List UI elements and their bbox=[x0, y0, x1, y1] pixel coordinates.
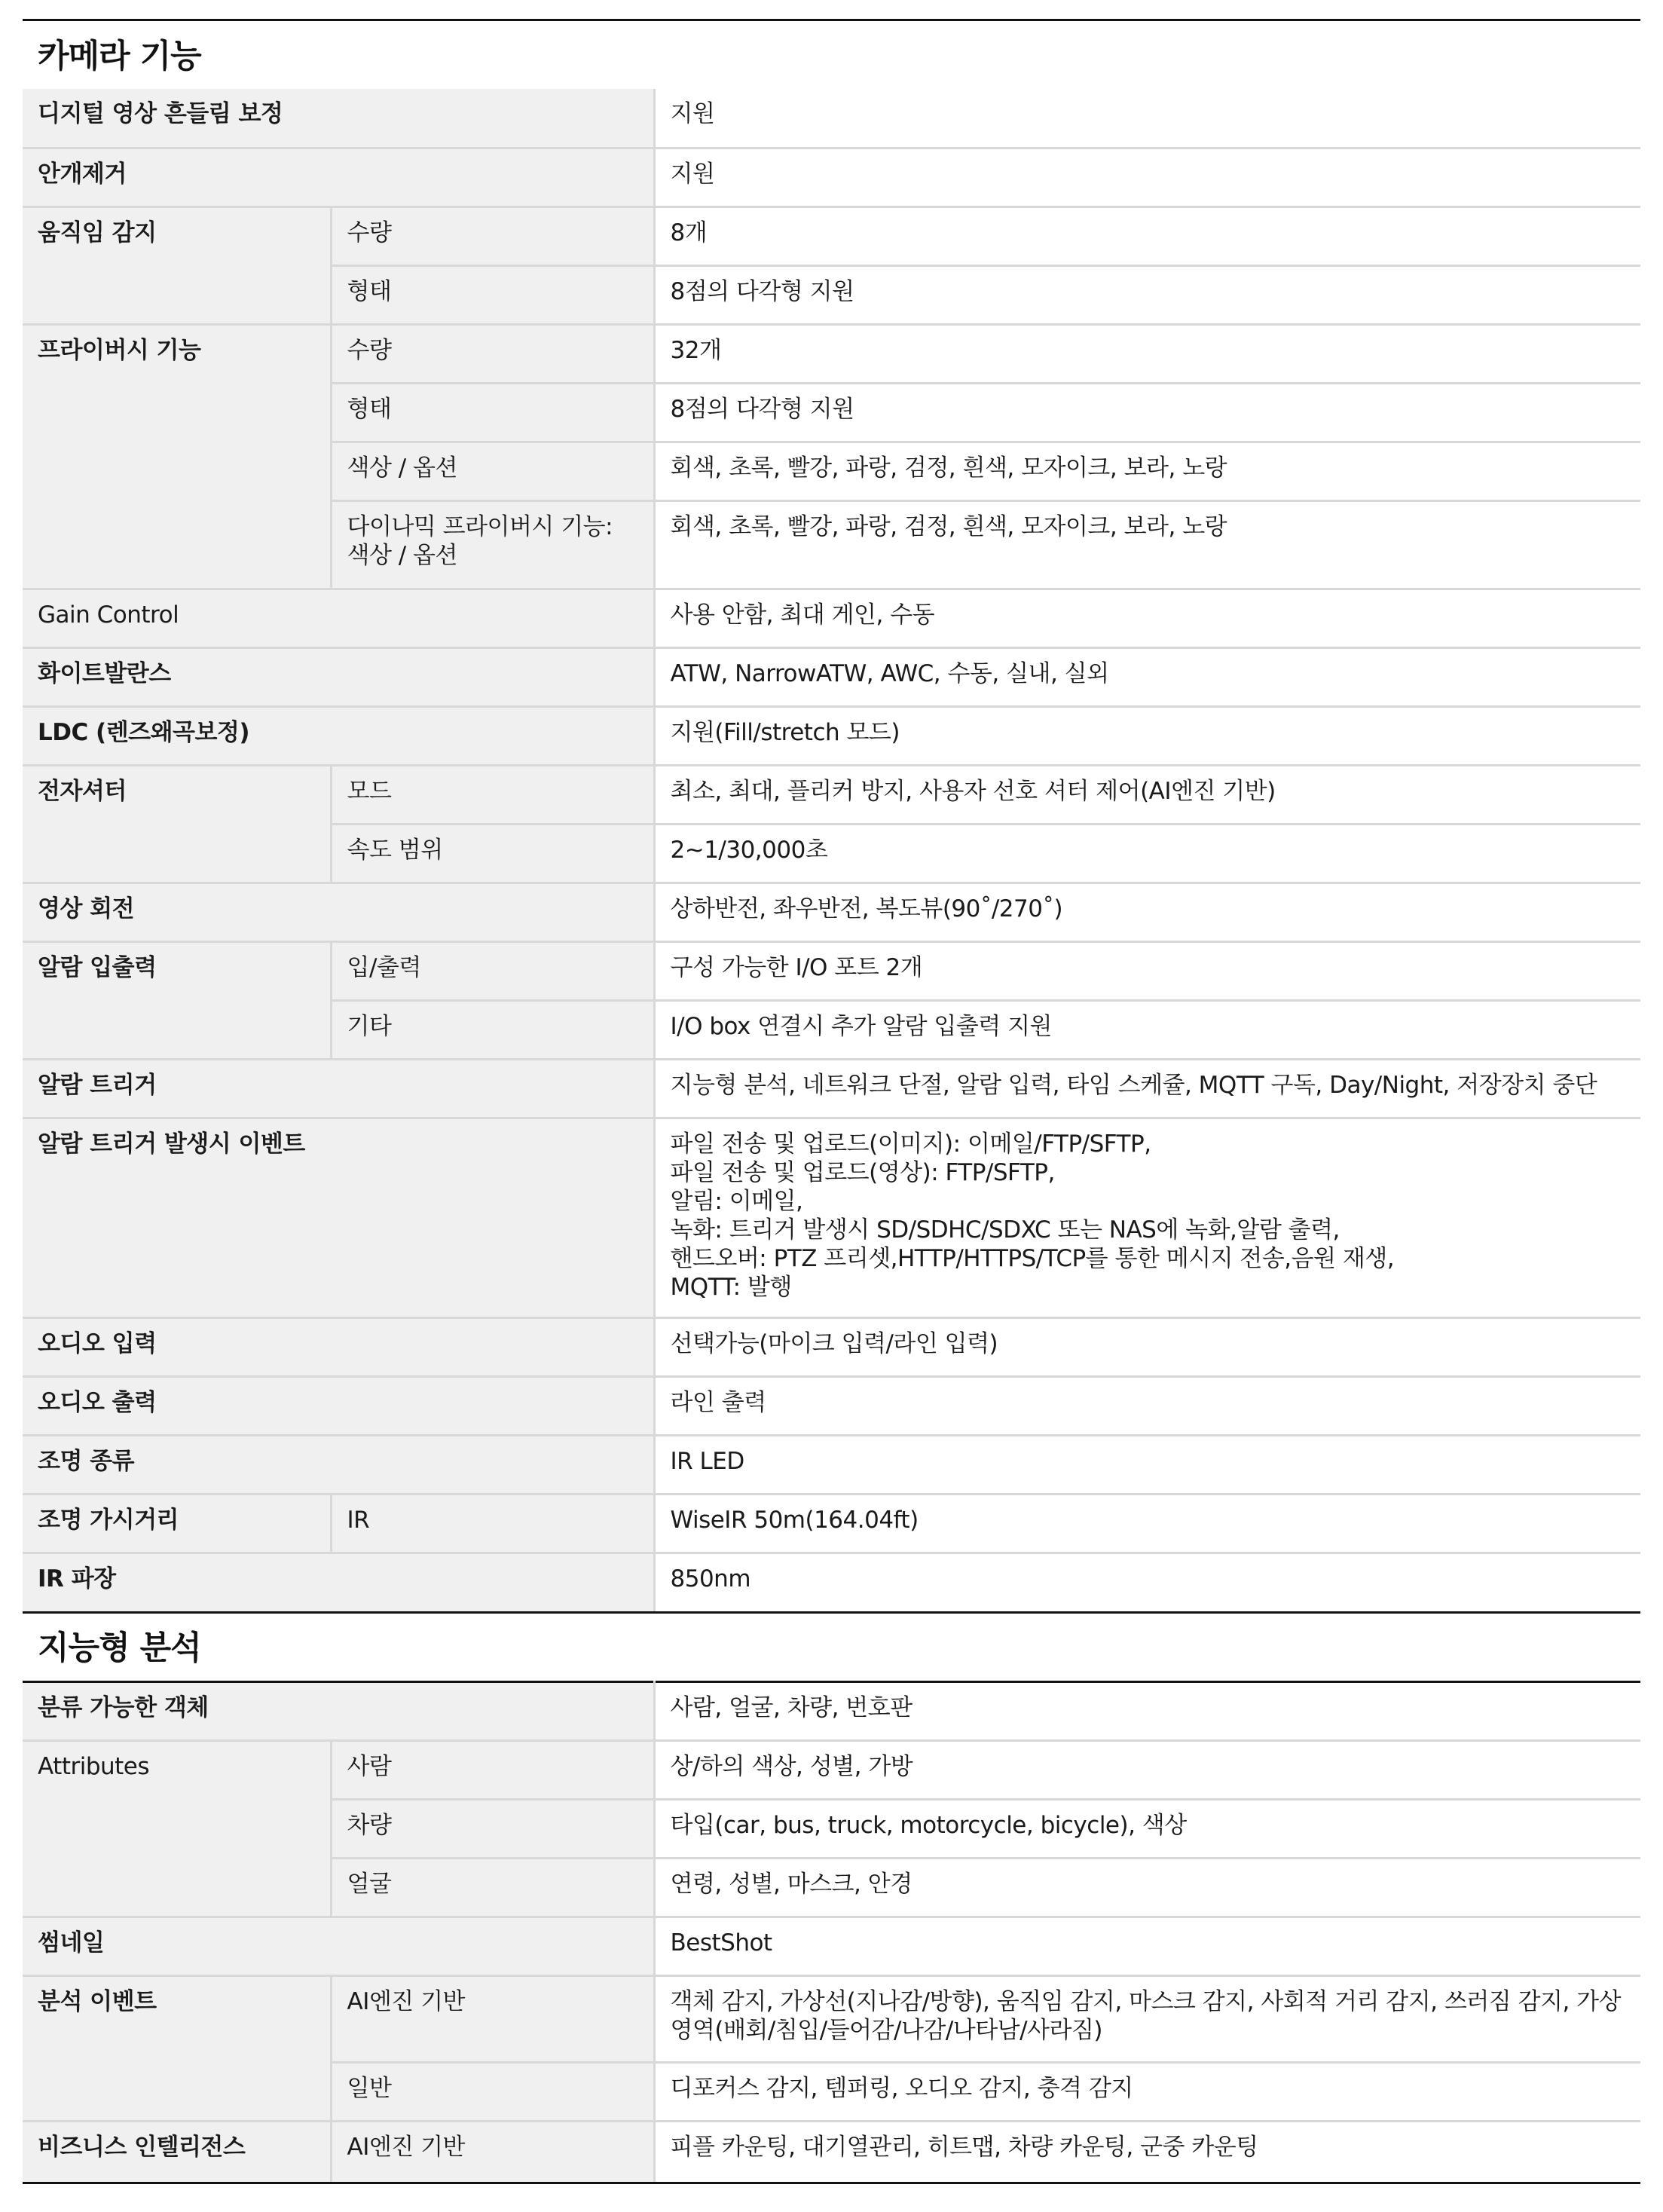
table-row bbox=[23, 148, 1640, 207]
section-header-camera bbox=[23, 19, 1640, 89]
row-label: 썸네일 bbox=[23, 1917, 654, 1976]
table-row bbox=[23, 1976, 1640, 2063]
row-value: 상하반전, 좌우반전, 복도뷰(90˚/270˚) bbox=[654, 883, 1640, 941]
row-sublabel: 입/출력 bbox=[331, 941, 654, 1000]
event-line: 파일 전송 및 업로드(이미지): 이메일/FTP/SFTP, bbox=[670, 1130, 1151, 1158]
row-value: 사람, 얼굴, 차량, 번호판 bbox=[654, 1682, 1640, 1741]
row-value: 지원(Fill/stretch 모드) bbox=[654, 706, 1640, 765]
event-line: 녹화: 트리거 발생시 SD/SDHC/SDXC 또는 NAS에 녹화,알람 출력, bbox=[670, 1216, 1340, 1244]
row-value: 피플 카운팅, 대기열관리, 히트맵, 차량 카운팅, 군중 카운팅 bbox=[654, 2122, 1640, 2182]
row-label: 안개제거 bbox=[23, 148, 654, 207]
row-value: 타입(car, bus, truck, motorcycle, bicycle), 색상 bbox=[654, 1800, 1640, 1859]
row-value: 8점의 다각형 지원 bbox=[654, 383, 1640, 442]
row-value: 구성 가능한 I/O 포트 2개 bbox=[654, 941, 1640, 1000]
row-label: 화이트발란스 bbox=[23, 647, 654, 706]
table-row bbox=[23, 1741, 1640, 1800]
row-label: Gain Control bbox=[23, 589, 654, 647]
row-sublabel: AI엔진 기반 bbox=[331, 2122, 654, 2182]
row-label: Attributes bbox=[23, 1741, 331, 1917]
analytics-spec-table bbox=[23, 1681, 1640, 2182]
row-value: 지능형 분석, 네트워크 단절, 알람 입력, 타임 스케쥴, MQTT 구독, Day/Night, 저장장치 중단 bbox=[654, 1059, 1640, 1118]
row-label: 디지털 영상 흔들림 보정 bbox=[23, 89, 654, 148]
row-sublabel: 수량 bbox=[331, 207, 654, 265]
event-line: MQTT: 발행 bbox=[670, 1273, 792, 1301]
table-row bbox=[23, 324, 1640, 383]
row-value: ATW, NarrowATW, AWC, 수동, 실내, 실외 bbox=[654, 647, 1640, 706]
row-label: 분석 이벤트 bbox=[23, 1976, 331, 2122]
row-sublabel: 형태 bbox=[331, 383, 654, 442]
row-value: 상/하의 색상, 성별, 가방 bbox=[654, 1741, 1640, 1800]
row-value: 회색, 초록, 빨강, 파랑, 검정, 흰색, 모자이크, 보라, 노랑 bbox=[654, 442, 1640, 500]
row-label: 비즈니스 인텔리전스 bbox=[23, 2122, 331, 2182]
table-row bbox=[23, 1435, 1640, 1494]
row-label: IR 파장 bbox=[23, 1553, 654, 1611]
row-label: 전자셔터 bbox=[23, 765, 331, 883]
table-row bbox=[23, 941, 1640, 1000]
table-row bbox=[23, 883, 1640, 941]
row-value: I/O box 연결시 추가 알람 입출력 지원 bbox=[654, 1000, 1640, 1059]
table-row bbox=[23, 1682, 1640, 1741]
section-header-analytics bbox=[23, 1611, 1640, 1681]
row-label: 조명 가시거리 bbox=[23, 1494, 331, 1553]
table-row bbox=[23, 2122, 1640, 2182]
row-value: 32개 bbox=[654, 324, 1640, 383]
section-title: 카메라 기능 bbox=[38, 38, 201, 75]
row-sublabel: 형태 bbox=[331, 265, 654, 324]
table-row bbox=[23, 207, 1640, 265]
row-value: 연령, 성별, 마스크, 안경 bbox=[654, 1859, 1640, 1917]
row-label: 오디오 입력 bbox=[23, 1317, 654, 1376]
row-label: 조명 종류 bbox=[23, 1435, 654, 1494]
row-value: 객체 감지, 가상선(지나감/방향), 움직임 감지, 마스크 감지, 사회적 거리 감지, 쓰러짐 감지, 가상영역(배회/침입/들어감/나감/나타남/사라짐) bbox=[654, 1976, 1640, 2063]
row-label: 알람 트리거 bbox=[23, 1059, 654, 1118]
row-value: 2~1/30,000초 bbox=[654, 824, 1640, 883]
table-bottom-rule bbox=[23, 2182, 1640, 2184]
event-line: 알림: 이메일, bbox=[670, 1187, 803, 1215]
row-value: 8점의 다각형 지원 bbox=[654, 265, 1640, 324]
row-value: BestShot bbox=[654, 1917, 1640, 1976]
row-value: 8개 bbox=[654, 207, 1640, 265]
table-row bbox=[23, 589, 1640, 647]
row-sublabel: 속도 범위 bbox=[331, 824, 654, 883]
table-row bbox=[23, 647, 1640, 706]
row-sublabel: 일반 bbox=[331, 2063, 654, 2122]
row-sublabel: 얼굴 bbox=[331, 1859, 654, 1917]
row-value: 850nm bbox=[654, 1553, 1640, 1611]
row-value-multiline bbox=[654, 1118, 1640, 1317]
row-label: 오디오 출력 bbox=[23, 1376, 654, 1435]
row-value: 지원 bbox=[654, 148, 1640, 207]
table-row bbox=[23, 1059, 1640, 1118]
section-title: 지능형 분석 bbox=[38, 1629, 201, 1667]
event-line: 파일 전송 및 업로드(영상): FTP/SFTP, bbox=[670, 1158, 1055, 1186]
row-label: 프라이버시 기능 bbox=[23, 324, 331, 589]
row-sublabel: AI엔진 기반 bbox=[331, 1976, 654, 2063]
table-row bbox=[23, 1376, 1640, 1435]
row-sublabel: 차량 bbox=[331, 1800, 654, 1859]
table-row bbox=[23, 765, 1640, 824]
row-value: IR LED bbox=[654, 1435, 1640, 1494]
row-label: 움직임 감지 bbox=[23, 207, 331, 324]
event-line: 핸드오버: PTZ 프리셋,HTTP/HTTPS/TCP를 통한 메시지 전송,음원 재생, bbox=[670, 1244, 1395, 1272]
table-row bbox=[23, 1118, 1640, 1317]
table-row bbox=[23, 89, 1640, 148]
row-sublabel: 색상 / 옵션 bbox=[331, 442, 654, 500]
camera-spec-table bbox=[23, 89, 1640, 1611]
table-row bbox=[23, 1917, 1640, 1976]
row-value: 최소, 최대, 플리커 방지, 사용자 선호 셔터 제어(AI엔진 기반) bbox=[654, 765, 1640, 824]
row-label: 알람 트리거 발생시 이벤트 bbox=[23, 1118, 654, 1317]
row-label: LDC (렌즈왜곡보정) bbox=[23, 706, 654, 765]
row-value: 디포커스 감지, 템퍼링, 오디오 감지, 충격 감지 bbox=[654, 2063, 1640, 2122]
row-sublabel: 사람 bbox=[331, 1741, 654, 1800]
row-sublabel: 수량 bbox=[331, 324, 654, 383]
row-value: WiseIR 50m(164.04ft) bbox=[654, 1494, 1640, 1553]
row-value: 라인 출력 bbox=[654, 1376, 1640, 1435]
table-row bbox=[23, 1317, 1640, 1376]
table-row bbox=[23, 1494, 1640, 1553]
row-sublabel: 모드 bbox=[331, 765, 654, 824]
row-value: 지원 bbox=[654, 89, 1640, 148]
row-sublabel: 기타 bbox=[331, 1000, 654, 1059]
row-sublabel: IR bbox=[331, 1494, 654, 1553]
row-label: 영상 회전 bbox=[23, 883, 654, 941]
table-row bbox=[23, 1553, 1640, 1611]
row-label: 알람 입출력 bbox=[23, 941, 331, 1059]
row-value: 회색, 초록, 빨강, 파랑, 검정, 흰색, 모자이크, 보라, 노랑 bbox=[654, 500, 1640, 589]
row-value: 사용 안함, 최대 게인, 수동 bbox=[654, 589, 1640, 647]
row-label: 분류 가능한 객체 bbox=[23, 1682, 654, 1741]
row-sublabel: 다이나믹 프라이버시 기능: 색상 / 옵션 bbox=[331, 500, 654, 589]
row-value: 선택가능(마이크 입력/라인 입력) bbox=[654, 1317, 1640, 1376]
table-row bbox=[23, 706, 1640, 765]
